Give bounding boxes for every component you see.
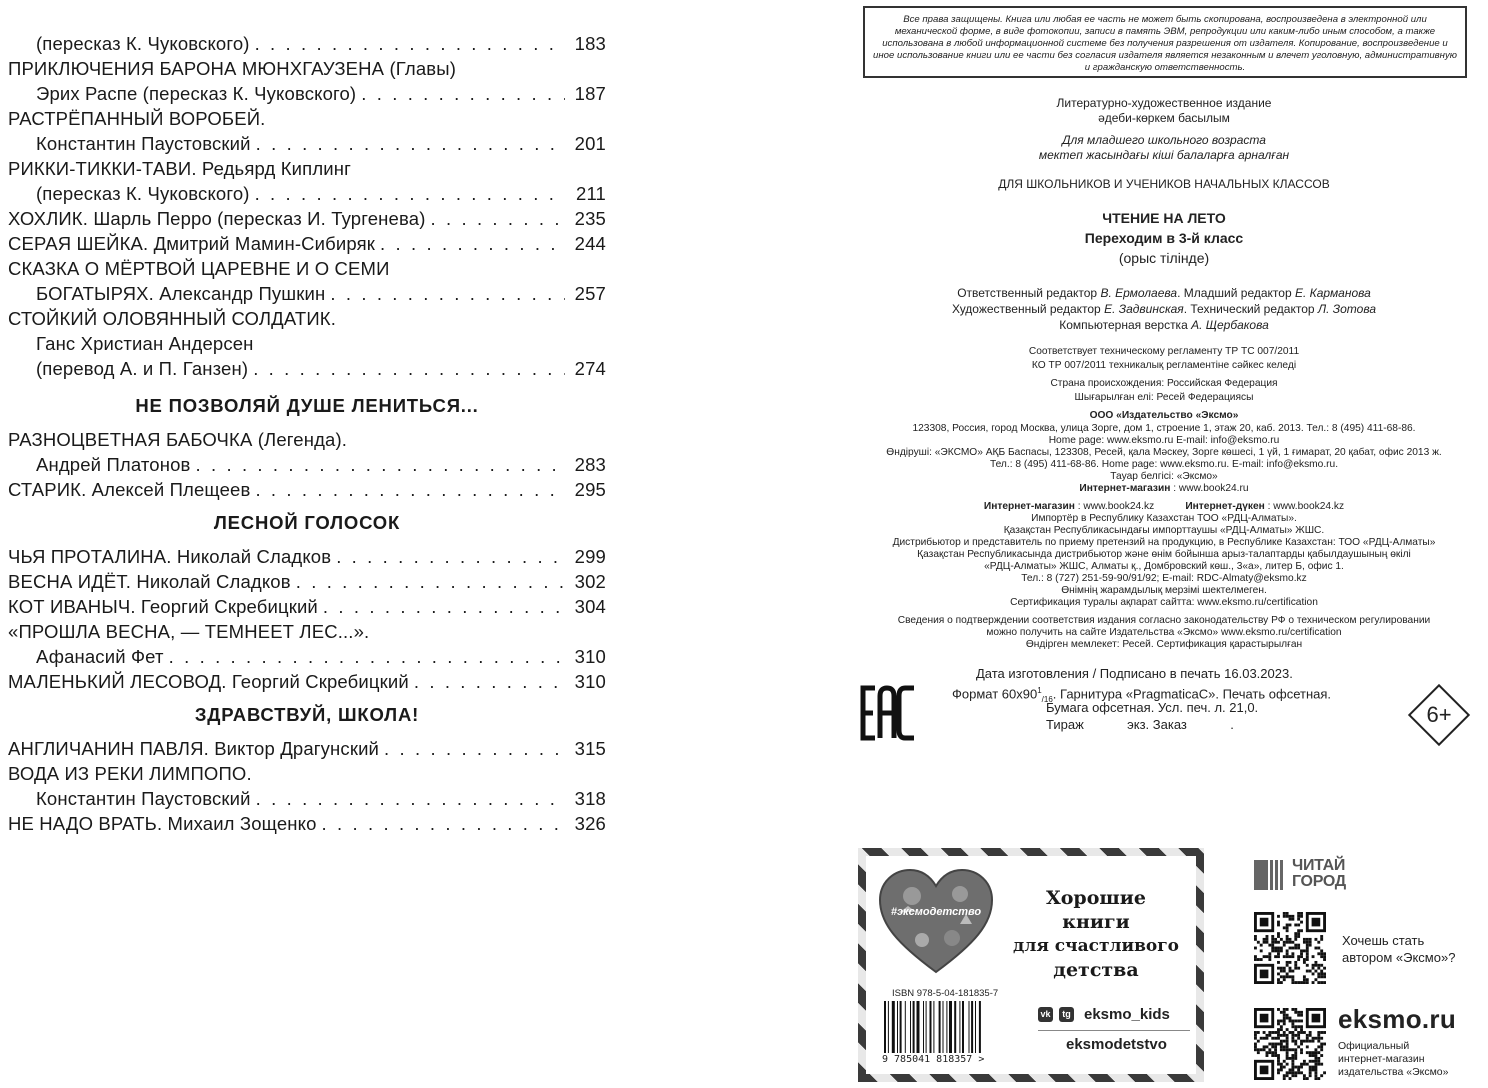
eksmo-shop-caption xyxy=(1338,1040,1449,1079)
toc-leader-dots xyxy=(255,478,565,502)
origin-kz: Өндірген мемлекет: Ресей. Сертификация қарастырылған xyxy=(1025,639,1303,650)
genre-kz: әдеби-көркем басылым xyxy=(1098,111,1230,125)
shop-caption-line-2: интернет-магазин xyxy=(1338,1053,1425,1065)
toc-entry-title: АНГЛИЧАНИН ПАВЛЯ. Виктор Драгунский xyxy=(8,738,380,759)
distributor-tel: Тел.: 8 (727) 251-59-90/91/92; E-mail: RDC-Almaty@eksmo.kz xyxy=(1021,573,1307,584)
toc-entry xyxy=(8,478,606,502)
toc-page-number: 295 xyxy=(574,479,606,500)
print-date: Дата изготовления / Подписано в печать 16.03.2023. xyxy=(976,666,1293,681)
barcode xyxy=(882,988,1012,1066)
publisher-name: ООО «Издательство «Эксмо» xyxy=(1089,410,1239,421)
imprint-page xyxy=(850,0,1488,1088)
telegram-icon[interactable]: tg xyxy=(1059,1007,1074,1022)
toc-entry xyxy=(8,57,606,81)
toc-entry-title: Эрих Распе (пересказ К. Чуковского) xyxy=(36,83,357,104)
promo-card xyxy=(858,848,1204,1082)
toc-entry xyxy=(36,357,606,381)
chitai-gorod-logo xyxy=(1254,856,1394,896)
social-handle-detstvo[interactable]: eksmodetstvo xyxy=(1066,1036,1167,1053)
toc-entry-title: (пересказ К. Чуковского) xyxy=(36,33,250,54)
editors-line-2: Художественный редактор Е. Задвинская. Технический редактор Л. Зотова xyxy=(951,302,1377,316)
toc-entry-title: ВОДА ИЗ РЕКИ ЛИМПОПО. xyxy=(8,763,252,784)
toc-leader-dots xyxy=(323,595,565,619)
audience: ДЛЯ ШКОЛЬНИКОВ И УЧЕНИКОВ НАЧАЛЬНЫХ КЛАССОВ xyxy=(998,177,1330,191)
qr-code-shop-icon[interactable] xyxy=(1254,1008,1326,1080)
toc-page-number: 304 xyxy=(574,596,606,617)
toc-section-heading: НЕ ПОЗВОЛЯЙ ДУШЕ ЛЕНИТЬСЯ... xyxy=(135,395,479,416)
conformity-line-1: Сведения о подтверждении соответствия издания согласно законодательству РФ о техническом регулировании xyxy=(897,615,1431,626)
toc-page-number: 201 xyxy=(574,133,606,154)
tech-regulation-ru: Соответствует техническому регламенту ТР ТС 007/2011 xyxy=(1028,346,1300,357)
barcode-bars-icon xyxy=(882,1001,1010,1053)
format-line: Формат $60x90^1_{/16}$. Гарнитура «PragmaticaC». Печать офсетная. xyxy=(952,686,1332,704)
country-ru: Страна происхождения: Российская Федерация xyxy=(1050,378,1278,389)
table-of-contents xyxy=(0,0,620,1088)
toc-page-number: 315 xyxy=(574,738,606,759)
toc-page-number: 310 xyxy=(574,671,606,692)
social-row xyxy=(1038,1006,1170,1023)
chitai-gorod-bars-icon xyxy=(1254,860,1286,890)
toc-leader-dots xyxy=(336,545,565,569)
eac-mark-icon xyxy=(860,684,918,742)
toc-entry xyxy=(36,453,606,477)
toc-entry xyxy=(8,307,606,331)
eksmo-domain[interactable]: eksmo.ru xyxy=(1338,1004,1457,1034)
toc-page-number: 310 xyxy=(574,646,606,667)
editors-line-3: Компьютерная верстка А. Щербакова xyxy=(1059,318,1269,332)
toc-entry xyxy=(8,428,606,452)
online-shop-kz: Интернет-магазин : www.book24.kz Интернет-дүкен : www.book24.kz xyxy=(983,501,1345,512)
toc-entry xyxy=(8,157,606,181)
toc-entry xyxy=(8,737,606,761)
importer-kz: Қазақстан Республикасындағы импорттаушы «РДЦ-Алматы» ЖШС. xyxy=(1003,525,1325,536)
toc-section-heading: ЛЕСНОЙ ГОЛОСОК xyxy=(213,512,401,533)
online-shop-ru: Интернет-магазин : www.book24.ru xyxy=(1079,483,1249,494)
distributor-ru: Дистрибьютор и представитель по приему претензий на продукцию, в Республике Казахстан: ТОО «РДЦ-Алматы» xyxy=(892,537,1436,548)
toc-entry-title: (пересказ К. Чуковского) xyxy=(36,183,250,204)
age-kz: мектеп жасындағы кіші балаларға арналған xyxy=(1038,148,1290,162)
toc-leader-dots xyxy=(256,132,565,156)
copyright-notice: Все права защищены. Книга или любая ее часть не может быть скопирована, воспроизведена в электронной или механической форме, в виде фотокопии, записи в память ЭВМ, репродукции или каким-либо иным способом, а также использована в любой информационной системе без получения разрешения от издателя. Копирование, воспроизведение и иное использование книги или ее части без согласия издателя является незаконным и влечет уголовную, административную и гражданскую ответственность. xyxy=(863,6,1467,78)
toc-leader-dots xyxy=(384,737,565,761)
toc-page-number: 302 xyxy=(574,571,606,592)
toc-entry-title: РАЗНОЦВЕТНАЯ БАБОЧКА (Легенда). xyxy=(8,429,348,450)
toc-leader-dots xyxy=(196,453,565,477)
age-rating-badge xyxy=(1408,684,1470,746)
promo-slogan xyxy=(1006,886,1186,982)
publisher-tel-kz: Тел.: 8 (495) 411-68-86. Home page: www.eksmo.ru. E-mail: info@eksmo.ru. xyxy=(989,459,1339,470)
toc-page-number: 183 xyxy=(574,33,606,54)
toc-leader-dots xyxy=(256,787,565,811)
toc-entry xyxy=(8,670,606,694)
toc-leader-dots xyxy=(330,282,565,306)
toc-page-number: 299 xyxy=(574,546,606,567)
toc-entry-title: СКАЗКА О МЁРТВОЙ ЦАРЕВНЕ И О СЕМИ xyxy=(8,258,390,279)
toc-entry-title: ВЕСНА ИДЁТ. Николай Сладков xyxy=(8,571,291,592)
language-note: (орыс тілінде) xyxy=(1118,250,1210,266)
toc-entry-title: СЕРАЯ ШЕЙКА. Дмитрий Мамин-Сибиряк xyxy=(8,233,376,254)
gorod-word: ГОРОД xyxy=(1292,873,1346,890)
toc-entry xyxy=(8,620,606,644)
toc-entry-title: СТОЙКИЙ ОЛОВЯННЫЙ СОЛДАТИК. xyxy=(8,308,337,329)
toc-entry xyxy=(8,232,606,256)
toc-leader-dots xyxy=(431,207,565,231)
trademark-kz: Тауар белгісі: «Эксмо» xyxy=(1110,471,1218,482)
toc-leader-dots xyxy=(322,812,565,836)
publisher-web: Home page: www.eksmo.ru E-mail: info@eksmo.ru xyxy=(1048,435,1280,446)
distributor-address: «РДЦ-Алматы» ЖШС, Алматы қ., Домбровский көш., 3«а», литер Б, офис 1. xyxy=(984,561,1344,572)
slogan-line-3: для счастливого xyxy=(1013,936,1179,956)
toc-entry xyxy=(36,132,606,156)
country-kz: Шығарылған елі: Ресей Федерациясы xyxy=(1074,392,1254,403)
shop-caption-line-1: Официальный xyxy=(1338,1040,1410,1052)
distributor-kz: Қазақстан Республикасында дистрибьютор және өнім бойынша арыз-талаптарды қабылдаушының өкілі xyxy=(917,549,1411,560)
toc-entry-title: Константин Паустовский xyxy=(36,133,251,154)
toc-entry xyxy=(36,82,606,106)
toc-leader-dots xyxy=(255,32,565,56)
toc-entry xyxy=(36,787,606,811)
toc-page-number: 187 xyxy=(574,83,606,104)
toc-section-heading: ЗДРАВСТВУЙ, ШКОЛА! xyxy=(194,704,420,725)
toc-entry xyxy=(8,762,606,786)
toc-entry-title: МАЛЕНЬКИЙ ЛЕСОВОД. Георгий Скребицкий xyxy=(8,671,409,692)
toc-entry xyxy=(36,645,606,669)
tech-regulation-kz: КО ТР 007/2011 техникалық регламентіне сәйкес келеді xyxy=(1031,360,1297,371)
author-prompt-line-2: автором «Эксмо»? xyxy=(1342,950,1456,965)
toc-entry-title: (перевод А. и П. Ганзен) xyxy=(36,358,249,379)
toc-leader-dots xyxy=(414,670,565,694)
publisher-address-ru: 123308, Россия, город Москва, улица Зорге, дом 1, строение 1, этаж 20, каб. 2013. Тел.: 8 (495) 411-68-86. xyxy=(912,423,1416,434)
toc-page-number: 318 xyxy=(574,788,606,809)
toc-entry xyxy=(8,570,606,594)
vk-icon[interactable]: vk xyxy=(1038,1007,1053,1022)
toc-leader-dots xyxy=(296,570,565,594)
toc-entry xyxy=(8,595,606,619)
validity-kz: Өнімнің жарамдылық мерзімі шектелмеген. xyxy=(1061,585,1267,596)
toc-entry-title: РАСТРЁПАННЫЙ ВОРОБЕЙ. xyxy=(8,108,266,129)
toc-entry-title: Андрей Платонов xyxy=(36,454,191,475)
author-prompt-line-1: Хочешь стать xyxy=(1342,933,1425,948)
toc-page-number: 211 xyxy=(576,183,606,204)
toc-page-number: 274 xyxy=(574,358,606,379)
age-ru: Для младшего школьного возраста xyxy=(1062,133,1266,147)
book-title: ЧТЕНИЕ НА ЛЕТО xyxy=(1102,210,1226,226)
toc-page-number: 235 xyxy=(574,208,606,229)
conformity-line-2: можно получить на сайте Издательства «Эксмо» www.eksmo.ru/certification xyxy=(986,627,1342,638)
toc-page-number: 257 xyxy=(574,283,606,304)
toc-entry xyxy=(36,332,606,356)
toc-entry-title: СТАРИК. Алексей Плещеев xyxy=(8,479,251,500)
toc-entry-title: ХОХЛИК. Шарль Перро (пересказ И. Тургенева) xyxy=(8,208,426,229)
toc-entry-title: ЧЬЯ ПРОТАЛИНА. Николай Сладков xyxy=(8,546,332,567)
toc-entry xyxy=(36,32,606,56)
social-divider xyxy=(1038,1030,1190,1031)
editors-line-1: Ответственный редактор В. Ермолаева. Младший редактор Е. Карманова xyxy=(957,286,1371,300)
toc-leader-dots xyxy=(380,232,565,256)
toc-entry xyxy=(8,207,606,231)
age-rating-text: 6+ xyxy=(1426,702,1452,727)
toc-entry-title: Афанасий Фет xyxy=(36,646,164,667)
qr-code-author-icon[interactable] xyxy=(1254,912,1326,984)
toc-leader-dots xyxy=(169,645,565,669)
toc-entry xyxy=(8,107,606,131)
slogan-line-1: Хорошие xyxy=(1046,887,1146,909)
toc-entry-title: Ганс Христиан Андерсен xyxy=(36,333,254,354)
circulation-line: Тираж экз. Заказ . xyxy=(1046,717,1234,732)
toc-leader-dots xyxy=(361,82,565,106)
paper-line: Бумага офсетная. Усл. печ. л. 21,0. xyxy=(1046,700,1259,715)
toc-page-number: 326 xyxy=(574,813,606,834)
slogan-line-2: книги xyxy=(1062,911,1130,933)
toc-entry-title: Константин Паустовский xyxy=(36,788,251,809)
toc-entry xyxy=(36,282,606,306)
slogan-line-4: детства xyxy=(1053,959,1139,981)
toc-entry-title: НЕ НАДО ВРАТЬ. Михаил Зощенко xyxy=(8,813,317,834)
toc-entry xyxy=(36,182,606,206)
toc-leader-dots xyxy=(253,357,565,381)
toc-entry-title: ПРИКЛЮЧЕНИЯ БАРОНА МЮНХГАУЗЕНА (Главы) xyxy=(8,58,457,79)
author-prompt xyxy=(1342,932,1455,966)
promo-card-inner xyxy=(866,856,1196,1074)
social-handle-kids[interactable]: eksmo_kids xyxy=(1084,1006,1170,1023)
shop-caption-line-3: издательства «Эксмо» xyxy=(1338,1066,1449,1078)
hashtag-label: #эксмодетство xyxy=(890,906,982,918)
heart-illustration-icon xyxy=(878,868,994,976)
toc-entry xyxy=(8,257,606,281)
book-subtitle: Переходим в 3-й класс xyxy=(1084,230,1244,246)
toc-entry-title: КОТ ИВАНЫЧ. Георгий Скребицкий xyxy=(8,596,318,617)
chitai-word: ЧИТАЙ xyxy=(1292,857,1346,874)
genre-ru: Литературно-художественное издание xyxy=(1056,96,1272,110)
toc-entry-title: БОГАТЫРЯХ. Александр Пушкин xyxy=(36,283,326,304)
toc-entry xyxy=(8,812,606,836)
toc-entry xyxy=(8,545,606,569)
publisher-address-kz: Өндіруші: «ЭКСМО» АҚБ Баспасы, 123308, Ресей, қала Мәскеу, Зорге көшесі, 1 үй, 1 ғимарат, 20 қабат, офис 2013 ж. xyxy=(886,447,1442,458)
toc-leader-dots xyxy=(255,182,565,206)
chitai-gorod-text xyxy=(1292,858,1346,890)
toc-entry-title: РИККИ-ТИККИ-ТАВИ. Редьярд Киплинг xyxy=(8,158,352,179)
toc-entry-title: «ПРОШЛА ВЕСНА, — ТЕМНЕЕТ ЛЕС...». xyxy=(8,621,370,642)
toc-page-number: 244 xyxy=(574,233,606,254)
toc-page-number: 283 xyxy=(574,454,606,475)
certification-kz: Сертификация туралы ақпарат сайтта: www.eksmo.ru/certification xyxy=(1010,597,1318,608)
barcode-digits: 9 785041 818357 > xyxy=(882,1054,985,1065)
isbn-text: ISBN 978-5-04-181835-7 xyxy=(892,988,999,999)
importer-ru: Импортёр в Республику Казахстан ТОО «РДЦ-Алматы». xyxy=(1031,513,1297,524)
